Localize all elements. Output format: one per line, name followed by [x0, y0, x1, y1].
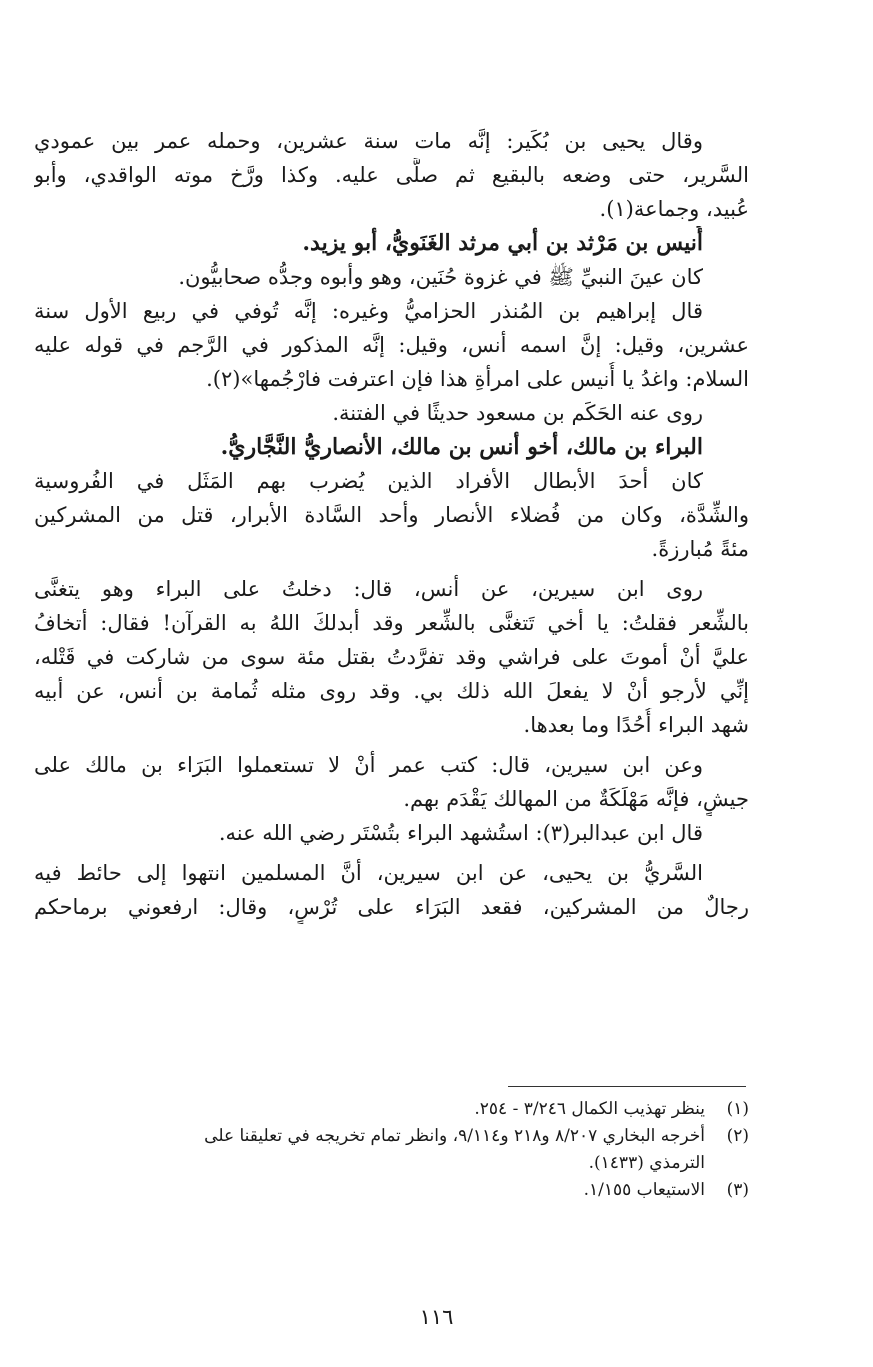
- text-line: روى عنه الحَكَم بن مسعود حديثًا في الفتنة.: [332, 401, 703, 425]
- text-line: رجالٌ من المشركين، فقعد البَرَاء على تُرْسٍ، وقال: ارفعوني برماحكم: [34, 895, 749, 919]
- text-line: وعن ابن سيرين، قال: كتب عمر أنْ لا تستعملوا البَرَاء بن مالك على: [34, 753, 703, 777]
- footnote: [34, 1123, 749, 1150]
- text-line: السَّرير، حتى وضعه بالبقيع ثم صلَّى عليه. وكذا ورَّخ موته الواقدي، وأبو: [34, 163, 749, 187]
- text-line: كان أحدَ الأبطال الأفراد الذين يُضرب بهم المَثَل في الفُروسية: [34, 469, 703, 493]
- footnote-text: الترمذي (١٤٣٣).: [588, 1153, 705, 1173]
- footnote-text: أخرجه البخاري ٨/٢٠٧ و٢١٨ و٩/١١٤، وانظر تمام تخريجه في تعليقنا على: [204, 1126, 705, 1146]
- text-line: إنِّي لأرجو أنْ لا يفعلَ الله ذلك بي. وقد روى مثله ثُمامة بن أنس، عن أبيه: [34, 679, 749, 703]
- text-line: والشِّدَّة، وكان من فُضلاء الأنصار وأحد السَّادة الأبرار، قتل من المشركين: [34, 503, 749, 527]
- section-heading: البراء بن مالك، أخو أنس بن مالك، الأنصاريُّ النَّجَّاريُّ.: [220, 434, 703, 460]
- footnote-number: (٢): [726, 1126, 749, 1146]
- footnote-divider: [508, 1086, 746, 1087]
- footnote: [34, 1177, 749, 1204]
- text-line: مئةً مُبارزةً.: [651, 537, 749, 561]
- text-line: بالشِّعر فقلتُ: يا أخي تَتغنَّى بالشِّعر وقد أبدلكَ اللهُ به القرآن! فقال: أتخافُ: [34, 611, 749, 635]
- text-line: عشرين، وقيل: إنَّ اسمه أنس، وقيل: إنَّه المذكور في الرَّجم في قوله عليه: [34, 333, 749, 357]
- text-line: عُبيد، وجماعة(١).: [599, 197, 749, 221]
- text-line: جيشٍ، فإنَّه مَهْلَكَةٌ من المهالك يَقْدَم بهم.: [403, 787, 749, 811]
- footnote-number: (١): [726, 1099, 749, 1119]
- text-line: السَّريُّ بن يحيى، عن ابن سيرين، أنَّ المسلمين انتهوا إلى حائط فيه: [34, 861, 703, 885]
- text-line: وقال يحيى بن بُكَير: إنَّه مات سنة عشرين، وحمله عمر بين عمودي: [34, 129, 703, 153]
- footnote-text: الاستيعاب ١/١٥٥.: [583, 1180, 705, 1200]
- footnote-number: (٣): [726, 1180, 749, 1200]
- page-number: ١١٦: [419, 1305, 454, 1329]
- text-line: روى ابن سيرين، عن أنس، قال: دخلتُ على البراء وهو يتغنَّى: [34, 577, 703, 601]
- text-line: قال ابن عبدالبر(٣): استُشهد البراء بتُسْتَر رضي الله عنه.: [218, 821, 703, 845]
- main-text: [34, 124, 749, 924]
- text-line: عليَّ أنْ أموتَ على فراشي وقد تفرَّدتُ بقتل مئة سوى من شاركت في قَتْله،: [34, 645, 749, 669]
- footnote: [34, 1096, 749, 1123]
- footnotes: [34, 1096, 749, 1204]
- footnote-text: ينظر تهذيب الكمال ٣/٢٤٦ - ٢٥٤.: [474, 1099, 705, 1119]
- section-heading: أُنيس بن مَرْثد بن أبي مرثد الغَنَويُّ، أبو يزيد.: [302, 230, 703, 256]
- text-line: كان عينَ النبيِّ ﷺ في غزوة حُنَين، وهو وأبوه وجدُّه صحابيُّون.: [178, 265, 703, 289]
- text-line: شهد البراء أُحُدًا وما بعدها.: [523, 713, 749, 737]
- text-line: قال إبراهيم بن المُنذر الحزاميُّ وغيره: إنَّه تُوفي في ربيع الأول سنة: [34, 299, 703, 323]
- text-line: السلام: واغدُ يا أُنيس على امرأةِ هذا فإن اعترفت فارْجُمها»(٢).: [206, 367, 749, 391]
- footnote-continuation: [34, 1150, 749, 1177]
